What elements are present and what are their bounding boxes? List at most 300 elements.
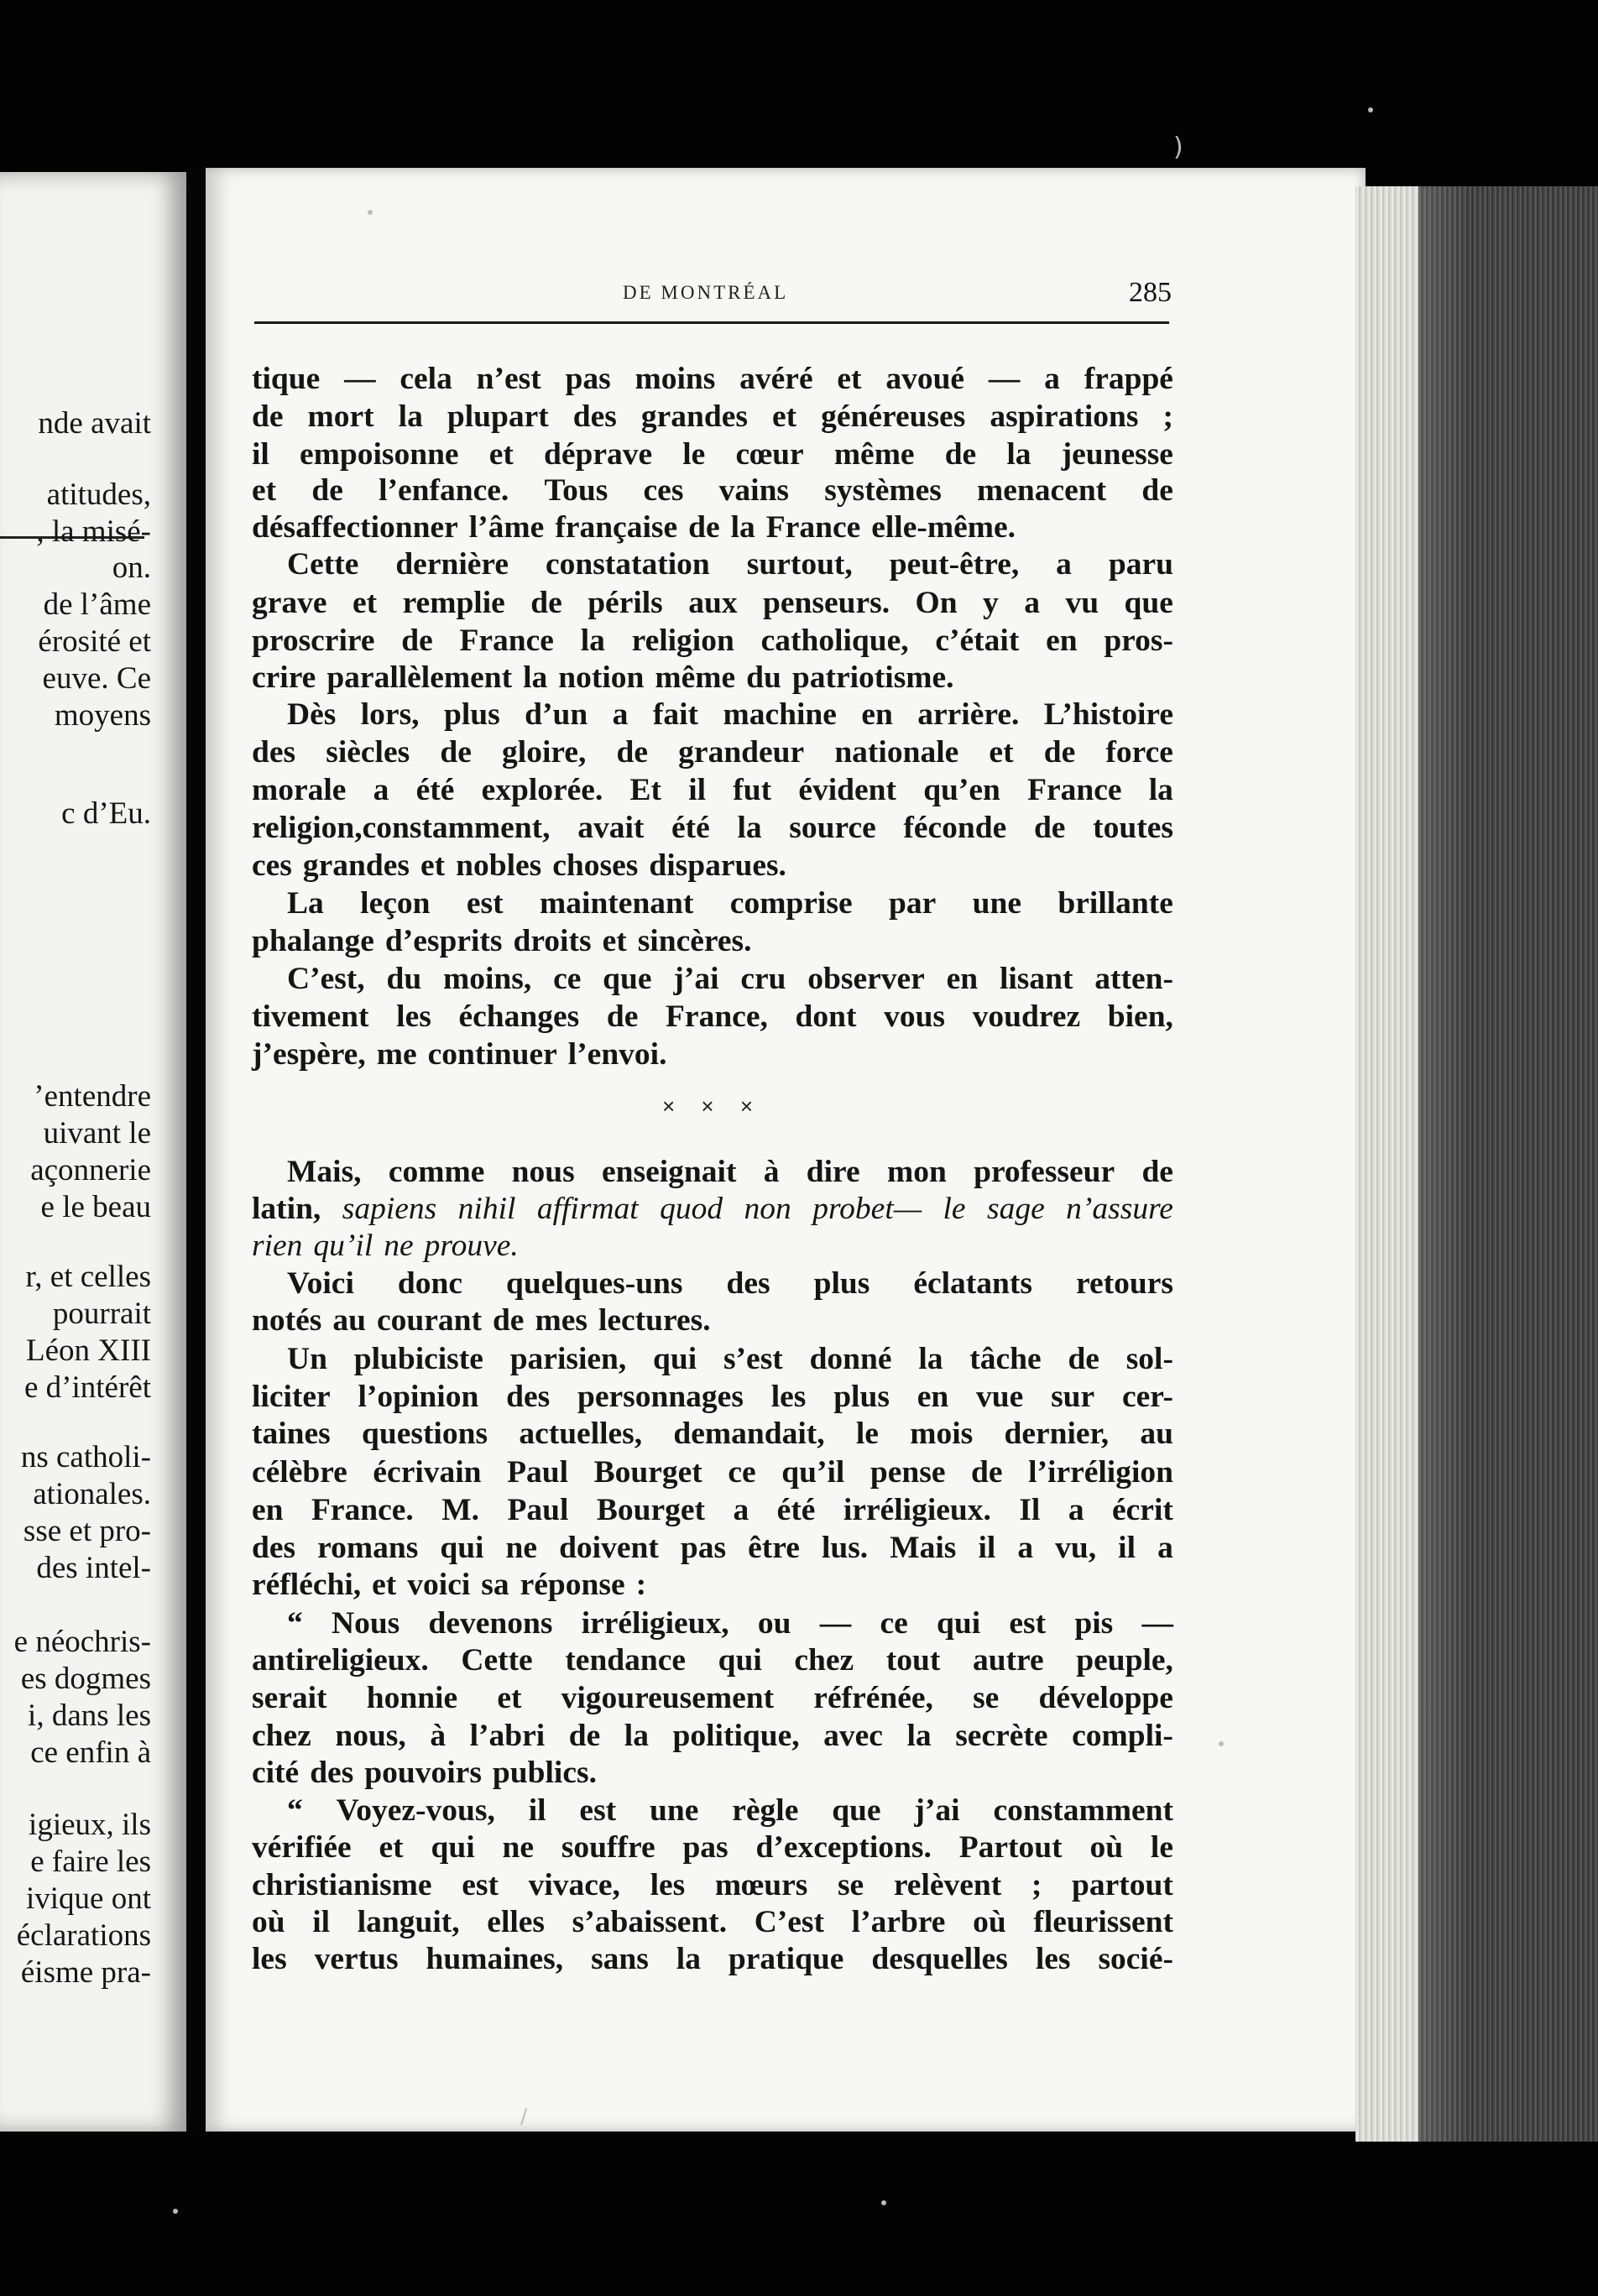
left-line: i, dans les xyxy=(28,1699,151,1733)
text-word: morale xyxy=(252,773,347,807)
text-word: généreuses xyxy=(821,399,966,434)
text-word: penseurs. xyxy=(763,586,890,620)
text-word: en xyxy=(946,962,979,996)
text-word: est xyxy=(1009,1606,1047,1641)
text-word: réfléchi, xyxy=(252,1568,362,1602)
text-word: lectures. xyxy=(598,1303,711,1338)
section-break: × × × xyxy=(662,1093,763,1119)
text-word: mœurs xyxy=(714,1868,808,1902)
text-word: affirmat xyxy=(536,1192,639,1226)
text-word: serait xyxy=(252,1681,327,1715)
text-word: — xyxy=(344,362,376,396)
text-word: a xyxy=(373,773,389,807)
text-word: de xyxy=(616,735,649,770)
text-word: l’opinion xyxy=(358,1380,479,1414)
left-line: uivant le xyxy=(43,1116,151,1151)
text-word: vérifiée xyxy=(252,1830,352,1865)
text-word: sage xyxy=(987,1192,1045,1226)
left-line: e d’intérêt xyxy=(24,1370,151,1405)
left-line: éisme pra- xyxy=(20,1955,151,1990)
text-word: lors, xyxy=(360,697,420,732)
text-word: paru xyxy=(1108,547,1173,582)
text-word: à xyxy=(430,1719,446,1753)
text-word: antireligieux. xyxy=(252,1643,429,1678)
text-word: le xyxy=(682,437,706,472)
text-word: surtout, xyxy=(746,547,853,582)
text-line xyxy=(252,772,1173,809)
text-word: j’espère, xyxy=(252,1037,366,1072)
page-number: 285 xyxy=(1129,277,1172,308)
text-line xyxy=(252,472,1173,509)
text-word: il xyxy=(978,1531,996,1565)
text-word: disparues. xyxy=(649,848,786,883)
text-word: et xyxy=(372,1568,397,1602)
text-line xyxy=(252,734,1173,771)
text-line xyxy=(252,1642,1173,1679)
text-word: a xyxy=(1157,1531,1173,1565)
text-word: probet— xyxy=(812,1192,922,1226)
text-line xyxy=(252,509,1173,546)
text-word: pas xyxy=(680,1531,727,1565)
text-line xyxy=(252,399,1173,436)
text-word: Tous xyxy=(544,473,608,508)
text-word: personnages xyxy=(577,1380,744,1414)
text-word: vu, xyxy=(1055,1531,1097,1565)
text-word: sol- xyxy=(1125,1342,1173,1376)
text-word: pros- xyxy=(1104,624,1173,658)
left-line: on. xyxy=(112,551,151,585)
text-word: droits xyxy=(513,924,592,958)
text-word: humaines, xyxy=(426,1942,564,1976)
text-word: Un xyxy=(287,1342,327,1376)
left-line: e faire les xyxy=(30,1845,151,1879)
text-word: secrète xyxy=(955,1719,1048,1753)
text-word: actuelles, xyxy=(519,1417,643,1451)
text-word: qui xyxy=(718,1643,762,1678)
text-line xyxy=(252,1265,1173,1302)
text-word: l’abri xyxy=(469,1719,546,1753)
text-word: de xyxy=(311,473,343,508)
text-word: ces xyxy=(643,473,684,508)
text-word: s’abaissent. xyxy=(572,1905,728,1939)
text-word: Mais xyxy=(890,1531,957,1565)
text-word: et xyxy=(379,1830,404,1865)
text-word: frappé xyxy=(1084,362,1173,396)
text-word: de xyxy=(606,999,639,1034)
text-word: la xyxy=(580,624,605,658)
text-word: déprave xyxy=(543,437,653,472)
text-word: bien, xyxy=(1107,999,1173,1034)
text-word: partout xyxy=(1072,1868,1173,1902)
text-line xyxy=(252,1941,1173,1978)
text-word: la xyxy=(730,510,755,545)
text-word: desquelles xyxy=(871,1942,1008,1976)
left-line: ’entendre xyxy=(34,1079,151,1114)
text-word: a xyxy=(1068,1493,1084,1527)
text-word: Cette xyxy=(461,1643,533,1678)
text-word: le xyxy=(1150,1830,1173,1865)
text-line xyxy=(252,1867,1173,1904)
text-word: avoué xyxy=(885,362,965,396)
text-word: qu’en xyxy=(923,773,1000,807)
page-stack-highlight xyxy=(1418,186,1469,2142)
scan-speck xyxy=(1219,1741,1224,1746)
text-word: l’âme xyxy=(468,510,545,545)
text-word: sur xyxy=(1051,1380,1095,1414)
text-line xyxy=(252,1829,1173,1866)
text-word: j’ai xyxy=(914,1793,960,1828)
text-line xyxy=(252,1567,1173,1604)
text-line xyxy=(252,585,1173,622)
text-word: enseignait xyxy=(602,1155,737,1189)
text-word: célèbre xyxy=(252,1455,347,1490)
text-line xyxy=(252,1228,1173,1265)
text-word: ce xyxy=(880,1606,908,1641)
text-word: brillante xyxy=(1058,886,1173,921)
text-word: religion xyxy=(631,624,734,658)
text-word: jeunesse xyxy=(1061,437,1173,472)
text-word: notion xyxy=(558,660,645,695)
text-word: évident xyxy=(798,773,896,807)
text-word: ou xyxy=(757,1606,791,1641)
left-line: ce enfin à xyxy=(30,1735,151,1770)
text-word: Bourget xyxy=(593,1455,702,1490)
text-word: réponse xyxy=(520,1568,625,1602)
text-word: christianisme xyxy=(252,1868,432,1902)
text-line xyxy=(252,1036,1173,1073)
text-word: a xyxy=(1017,1531,1034,1565)
text-word: mes xyxy=(535,1303,588,1338)
text-word: j’ai xyxy=(673,962,719,996)
text-word: vigoureusement xyxy=(561,1681,775,1715)
text-word: et xyxy=(602,924,627,958)
text-word: n’est xyxy=(476,362,541,396)
text-word: comme xyxy=(388,1155,485,1189)
text-word: périls xyxy=(588,586,663,620)
text-word: est xyxy=(462,1868,499,1902)
text-line xyxy=(252,1792,1173,1829)
text-word: les xyxy=(1035,1942,1071,1976)
text-word: cru xyxy=(740,962,786,996)
left-page xyxy=(0,172,186,2132)
text-word: professeur xyxy=(974,1155,1115,1189)
text-word: lus. xyxy=(821,1531,869,1565)
text-word: les xyxy=(396,999,431,1034)
text-word: mort xyxy=(307,399,374,434)
text-word: irréligieux. xyxy=(843,1493,991,1527)
text-word: de xyxy=(568,1719,601,1753)
text-word: avéré xyxy=(739,362,813,396)
text-word: désaffectionner xyxy=(252,510,458,545)
text-word: la xyxy=(1006,437,1031,472)
text-word: pense xyxy=(870,1455,946,1490)
text-word: voudrez xyxy=(972,999,1081,1034)
header-rule xyxy=(254,321,1169,324)
text-word: se xyxy=(973,1681,1000,1715)
text-word: a xyxy=(1056,547,1072,582)
text-word: plus xyxy=(444,697,500,732)
text-line xyxy=(252,885,1173,922)
text-word: de xyxy=(688,510,720,545)
text-word: le xyxy=(943,1192,966,1226)
text-line xyxy=(252,1154,1173,1191)
text-word: socié- xyxy=(1098,1942,1173,1976)
text-word: nous, xyxy=(335,1719,406,1753)
text-word: empoisonne xyxy=(299,437,459,472)
text-word: de xyxy=(440,735,472,770)
text-word: Paul xyxy=(507,1455,569,1490)
text-word: constamment xyxy=(993,1793,1173,1828)
text-word: quod xyxy=(660,1192,723,1226)
text-word: plus xyxy=(833,1380,890,1414)
left-line: ivique ont xyxy=(25,1881,151,1916)
text-word: plubiciste xyxy=(353,1342,483,1376)
left-line: Léon XIII xyxy=(26,1333,151,1368)
scan-mark: / xyxy=(520,2105,528,2128)
text-word: vous xyxy=(884,999,946,1034)
text-line xyxy=(252,810,1173,847)
text-word: de xyxy=(1033,811,1066,845)
left-line: r, et celles xyxy=(25,1260,151,1294)
text-word: développe xyxy=(1038,1681,1173,1715)
text-line xyxy=(252,1416,1173,1453)
text-word: ; xyxy=(1162,399,1173,434)
text-word: ne xyxy=(384,1229,414,1263)
text-line xyxy=(252,923,1173,960)
text-line xyxy=(252,961,1173,998)
text-line xyxy=(252,1680,1173,1717)
text-word: cela xyxy=(400,362,452,396)
scan-speck xyxy=(173,2209,178,2214)
text-word: la xyxy=(624,1719,649,1753)
text-word: compli- xyxy=(1072,1719,1173,1753)
text-word: grandes xyxy=(302,848,410,883)
text-word: tivement xyxy=(252,999,369,1034)
text-word: et xyxy=(497,1681,522,1715)
text-word: écrivain xyxy=(373,1455,482,1490)
left-line: éclarations xyxy=(16,1918,151,1953)
text-word: Cette xyxy=(287,547,359,582)
text-word: a xyxy=(733,1493,749,1527)
left-line: atitudes, xyxy=(46,477,151,512)
text-word: à xyxy=(763,1155,780,1189)
text-word: elle-même. xyxy=(871,510,1016,545)
text-word: même xyxy=(655,660,736,695)
text-word: et xyxy=(252,473,277,508)
text-word: grandeur xyxy=(678,735,805,770)
text-word: avec xyxy=(823,1719,883,1753)
text-word: L’histoire xyxy=(1043,697,1173,732)
text-word: qui xyxy=(937,1606,981,1641)
text-word: sa xyxy=(481,1568,509,1602)
text-word: Et xyxy=(629,773,662,807)
text-word: remplie xyxy=(402,586,505,620)
text-word: grave xyxy=(252,586,327,620)
text-word: de xyxy=(971,1455,1003,1490)
text-word: France, xyxy=(666,999,768,1034)
text-word: la xyxy=(906,1719,932,1753)
text-word: donc xyxy=(397,1266,462,1301)
text-word: ce xyxy=(553,962,582,996)
text-word: liciter xyxy=(252,1380,331,1414)
text-word: — xyxy=(819,1606,852,1641)
text-word: été xyxy=(415,773,455,807)
scan-mark: ) xyxy=(1173,133,1183,162)
scan-speck xyxy=(881,2200,886,2205)
text-word: languit, xyxy=(357,1905,460,1939)
text-word: la xyxy=(1148,773,1173,807)
text-word: parisien, xyxy=(509,1342,627,1376)
text-word: des xyxy=(572,399,617,434)
text-word: de xyxy=(1141,473,1173,508)
text-word: les xyxy=(252,1942,287,1976)
text-word: et xyxy=(837,362,862,396)
text-word: Bourget xyxy=(596,1493,706,1527)
left-line: e néochris- xyxy=(13,1625,151,1659)
text-word: peut-être, xyxy=(889,547,1020,582)
text-word: chez xyxy=(794,1643,854,1678)
text-word: cœur xyxy=(735,437,804,472)
text-word: force xyxy=(1105,735,1173,770)
text-word: des xyxy=(506,1380,551,1414)
text-word: il xyxy=(252,437,269,472)
text-word: — xyxy=(988,362,1021,396)
text-word: siècles xyxy=(326,735,410,770)
text-word: : xyxy=(635,1568,647,1602)
text-word: pis xyxy=(1074,1606,1114,1641)
text-word: sincères. xyxy=(637,924,752,958)
text-word: vains xyxy=(718,473,790,508)
text-line xyxy=(252,1454,1173,1491)
text-word: tâche xyxy=(969,1342,1042,1376)
text-word: moins xyxy=(634,362,716,396)
text-word: quelques-uns xyxy=(505,1266,683,1301)
text-word: dernier, xyxy=(1004,1417,1110,1451)
text-word: de xyxy=(401,624,433,658)
text-word: l’arbre xyxy=(851,1905,946,1939)
text-word: explorée. xyxy=(481,773,603,807)
text-word: vertus xyxy=(314,1942,399,1976)
text-word: est xyxy=(579,1793,617,1828)
text-word: moins, xyxy=(443,962,532,996)
text-word: nous xyxy=(511,1155,575,1189)
text-word: la xyxy=(523,660,548,695)
text-word: ne xyxy=(505,1531,538,1565)
text-word: qui xyxy=(653,1342,697,1376)
text-word: règle xyxy=(732,1793,799,1828)
text-line xyxy=(252,1605,1173,1642)
text-word: de xyxy=(492,1303,525,1338)
text-word: et xyxy=(771,399,797,434)
text-line xyxy=(252,848,1173,884)
text-word: donné xyxy=(809,1342,892,1376)
text-word: “ xyxy=(287,1793,303,1828)
text-word: il xyxy=(688,773,707,807)
text-word: France xyxy=(1027,773,1122,807)
text-word: il xyxy=(312,1905,331,1939)
text-line xyxy=(252,361,1173,398)
text-word: souffre xyxy=(561,1830,655,1865)
text-word: où xyxy=(1089,1830,1124,1865)
scan-speck xyxy=(368,210,373,215)
text-word: qui xyxy=(431,1830,475,1865)
text-word: continuer xyxy=(427,1037,557,1072)
text-word: l’irréligion xyxy=(1028,1455,1173,1490)
left-line: nde avait xyxy=(38,406,151,441)
text-word: Partout xyxy=(958,1830,1063,1865)
text-word: tendance xyxy=(565,1643,687,1678)
text-word: questions xyxy=(362,1417,488,1451)
text-word: doivent xyxy=(559,1531,659,1565)
text-word: M. xyxy=(441,1493,480,1527)
text-word: l’envoi. xyxy=(567,1037,667,1072)
text-word: sans xyxy=(591,1942,649,1976)
text-word: France xyxy=(459,624,554,658)
text-word: gloire, xyxy=(502,735,587,770)
text-word: chez xyxy=(252,1719,311,1753)
text-word: latin, xyxy=(252,1192,321,1226)
text-word: religion,constamment, xyxy=(252,811,551,845)
text-word: nationale xyxy=(834,735,959,770)
text-word: vivace, xyxy=(528,1868,620,1902)
text-word: française xyxy=(555,510,678,545)
text-word: la xyxy=(398,399,423,434)
text-line xyxy=(252,623,1173,660)
text-word: Il xyxy=(1019,1493,1041,1527)
text-word: sapiens xyxy=(342,1192,437,1226)
text-word: leçon xyxy=(360,886,431,921)
text-word: fut xyxy=(733,773,772,807)
text-word: de xyxy=(1141,1155,1173,1189)
left-line: e le beau xyxy=(40,1190,151,1224)
text-line xyxy=(252,1530,1173,1567)
text-word: au xyxy=(332,1303,366,1338)
left-line: sse et pro- xyxy=(23,1514,151,1548)
text-word: plupart xyxy=(446,399,549,434)
text-word: ; xyxy=(1031,1868,1042,1902)
text-word: lisant xyxy=(999,962,1073,996)
text-word: Paul xyxy=(507,1493,569,1527)
text-word: nihil xyxy=(457,1192,516,1226)
text-word: ce xyxy=(728,1455,756,1490)
text-word: aux xyxy=(688,586,738,620)
text-word: machine xyxy=(723,697,837,732)
text-word: arrière. xyxy=(917,697,1020,732)
text-word: au xyxy=(1140,1417,1173,1451)
text-word: choses xyxy=(552,848,639,883)
text-word: de xyxy=(530,586,562,620)
text-word: la xyxy=(737,811,762,845)
text-word: même xyxy=(833,437,915,472)
text-line xyxy=(252,436,1173,473)
text-word: elles xyxy=(487,1905,546,1939)
text-word: autre xyxy=(972,1643,1044,1678)
text-word: une xyxy=(650,1793,699,1828)
text-word: relèvent xyxy=(893,1868,1002,1902)
text-word: des xyxy=(252,735,296,770)
text-word: par xyxy=(889,886,937,921)
text-word: c’était xyxy=(935,624,1020,658)
text-word: une xyxy=(972,886,1022,921)
text-word: qui xyxy=(440,1531,484,1565)
text-word: Mais, xyxy=(287,1155,362,1189)
text-word: patriotisme. xyxy=(791,660,954,695)
left-line: de l’âme xyxy=(43,587,151,622)
text-word: non xyxy=(744,1192,791,1226)
text-word: il xyxy=(1118,1531,1136,1565)
text-word: source xyxy=(789,811,876,845)
text-line xyxy=(252,1191,1173,1228)
